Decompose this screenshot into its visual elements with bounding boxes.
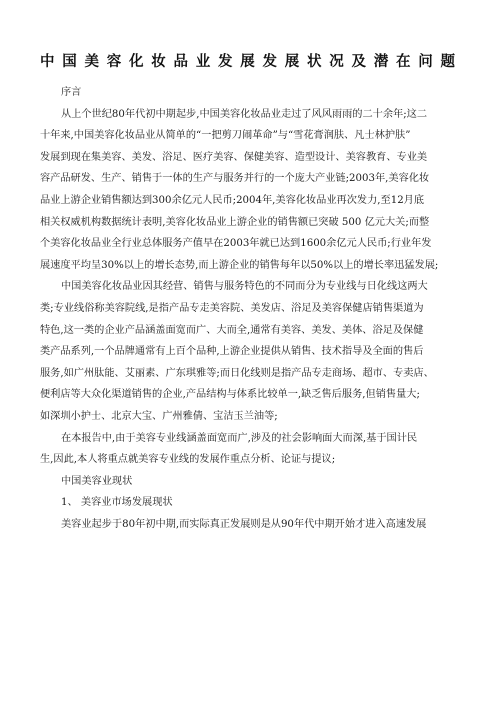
paragraph-line: 容产品研发、生产、销售于一体的生产与服务并行的一个庞大产业链;2003年,美容化妆 (40, 173, 430, 185)
paragraph-line: 如深圳小护士、北京大宝、广州雅倩、宝洁玉兰油等; (40, 410, 278, 422)
paragraph-line: 从上个世纪80年代初中期起步,中国美容化妆品业走过了风风雨雨的二十余年;这二 (61, 108, 428, 120)
paragraph-line: 服务,如广州肽能、艾丽素、广东琪雅等;而日化线则是指产品专走商场、超市、专卖店、 (40, 367, 434, 379)
paragraph-line: 相关权威机构数据统计表明,美容化妆品业上游企业的销售额已突破 500 亿元大关;而整 (40, 216, 430, 228)
paragraph-line: 特色,这一类的企业产品涵盖面宽而广、大而全,通常有美容、美发、美体、浴足及保健 (40, 324, 424, 336)
paragraph-line: 类;专业线俗称美容院线,是指产品专走美容院、美发店、浴足及美容保健店销售渠道为 (40, 302, 424, 314)
paragraph-line: 十年来,中国美容化妆品业从简单的“一把剪刀闹革命”与“雪花膏润肤、凡士林护肤” (40, 130, 411, 142)
preface-heading: 序言 (61, 87, 82, 98)
document-title: 中国美容化妆品业发展发展状况及潜在问题 (40, 54, 456, 70)
paragraph-line: 类产品系列,一个品牌通常有上百个品种,上游企业提供从销售、技术指导及全面的售后 (40, 346, 424, 358)
paragraph-line: 中国美容化妆品业因其经营、销售与服务特色的不同而分为专业线与日化线这两大 (61, 281, 428, 293)
paragraph-line: 在本报告中,由于美容专业线涵盖面宽而广,涉及的社会影响面大而深,基于国计民 (61, 432, 418, 444)
paragraph-line: 生,因此,本人将重点就美容专业线的发展作重点分析、论证与提议; (40, 454, 336, 466)
paragraph-line: 个美容化妆品业全行业总体服务产值早在2003年就已达到1600余亿元人民币;行业年发 (40, 238, 432, 250)
paragraph-line: 便利店等大众化渠道销售的企业,产品结构与体系比较单一,缺乏售后服务,但销售量大; (40, 389, 420, 401)
paragraph-line: 发展到现在集美容、美发、浴足、医疗美容、保健美容、造型设计、美容教育、专业美 (40, 151, 428, 163)
paragraph-line: 展速度平均呈30%以上的增长态势,而上游企业的销售每年以50%以上的增长率迅猛发展; (40, 259, 439, 271)
section-heading: 中国美容业现状 (61, 475, 133, 487)
paragraph-line: 美容业起步于80年初中期,而实际真正发展则是从90年代中期开始才进入高速发展 (61, 518, 427, 530)
paragraph-line: 品业上游企业销售额达到300余亿元人民币;2004年,美容化妆品业再次发力,至12月底 (40, 194, 425, 206)
subsection-heading: 1、 美容业市场发展现状 (61, 497, 173, 509)
document-body (40, 82, 458, 535)
